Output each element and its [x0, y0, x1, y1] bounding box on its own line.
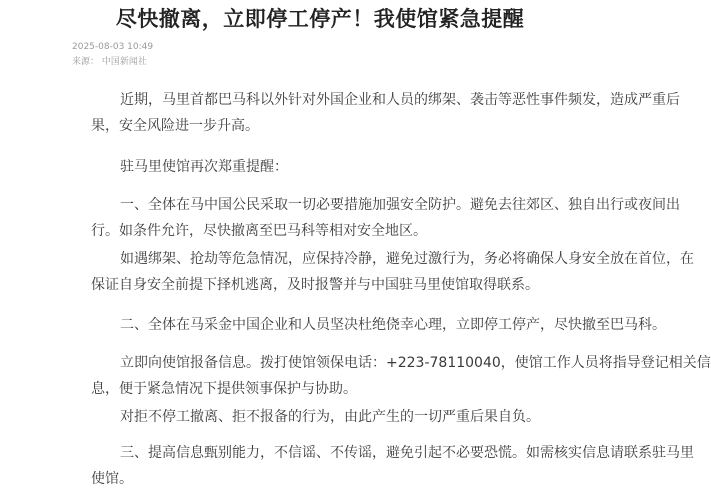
paragraph-emergency	[91, 246, 694, 298]
paragraph-line: 如遇绑架、抢劫等危急情况，应保持冷静，避免过激行为，务必将确保人身安全放在首位，在	[120, 251, 694, 267]
paragraph-report-info	[91, 350, 711, 402]
paragraph-line: 三、提高信息甄别能力，不信谣、不传谣，避免引起不必要恐慌。如需核实信息请联系驻马里	[120, 445, 694, 461]
paragraph-line: 立即向使馆报备信息。拨打使馆领保电话：+223-78110040，使馆工作人员将指导登记相关信	[120, 355, 711, 371]
paragraph-point-one	[91, 192, 680, 244]
paragraph-reminder-heading	[91, 154, 621, 180]
paragraph-line: 对拒不停工撤离、拒不报备的行为，由此产生的一切严重后果自负。	[120, 409, 540, 425]
paragraph-line: 使馆。	[91, 471, 133, 487]
paragraph-point-two	[91, 312, 666, 338]
paragraph-consequences	[91, 404, 621, 430]
paragraph-line: 保证自身安全前提下择机逃离，及时报警并与中国驻马里使馆取得联系。	[91, 277, 539, 293]
paragraph-line: 驻马里使馆再次郑重提醒：	[120, 159, 288, 175]
paragraph-line: 息，便于紧急情况下提供领事保护与协助。	[91, 381, 357, 397]
article-source: 来源： 中国新闻社	[72, 57, 147, 67]
paragraph-line: 近期，马里首都巴马科以外针对外国企业和人员的绑架、袭击等恶性事件频发，造成严重后	[120, 92, 680, 108]
paragraph-line: 行。如条件允许，尽快撤离至巴马科等相对安全地区。	[91, 223, 427, 239]
paragraph-line: 二、全体在马采金中国企业和人员坚决杜绝侥幸心理，立即停工停产，尽快撤至巴马科。	[120, 317, 666, 333]
article-title: 尽快撤离，立即停工停产！我使馆紧急提醒	[115, 7, 525, 31]
publish-date: 2025-08-03 10:49	[72, 42, 154, 52]
paragraph-intro	[91, 87, 680, 139]
paragraph-line: 果，安全风险进一步升高。	[91, 118, 259, 134]
paragraph-point-three	[91, 440, 694, 492]
paragraph-line: 一、全体在马中国公民采取一切必要措施加强安全防护。避免去往郊区、独自出行或夜间出	[120, 197, 680, 213]
